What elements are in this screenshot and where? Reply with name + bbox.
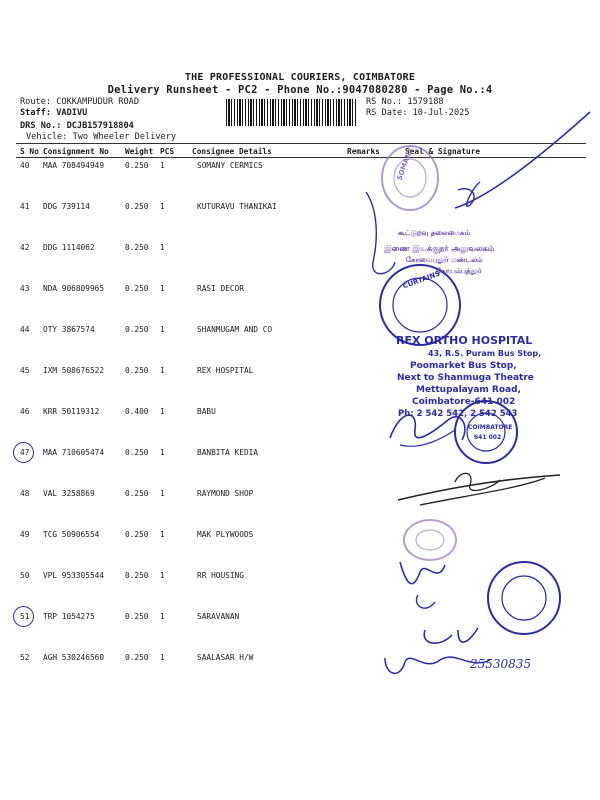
row-pcs: 1 [160,161,165,170]
runsheet-title: Delivery Runsheet - PC2 - Phone No.:9047080280 - Page No.:4 [107,84,493,96]
row-pcs: 1 [160,202,165,211]
table-row [0,202,600,216]
row-pcs: 1 [160,612,165,621]
row-consignee: BANBITA KEDIA [197,448,259,457]
row-consignment-no: VAL 3258869 [43,489,95,498]
row-consignment-no: OTY 3867574 [43,325,95,334]
row-weight: 0.250 [125,448,149,457]
row-consignee: SARAVANAN [197,612,240,621]
row-pcs: 1 [160,325,165,334]
row-weight: 0.250 [125,530,149,539]
row-consignment-no: TCG 50906554 [43,530,100,539]
row-consignee: REX HOSPITAL [197,366,254,375]
staff-label: Staff: VADIVU [20,108,88,118]
rs-number: RS No.: 1579188 [366,97,444,107]
row-sno: 42 [20,243,30,252]
row-consignee: SHANMUGAM AND CO [197,325,273,334]
row-sno: 44 [20,325,30,334]
table-row [0,284,600,298]
row-consignment-no: MAA 710605474 [43,448,105,457]
row-weight: 0.250 [125,653,149,662]
route-label: Route: COKKAMPUDUR ROAD [20,97,139,107]
rex-stamp-line-5: Coimbatore-641 002 [412,397,516,407]
row-pcs: 1 [160,448,165,457]
row-sno: 52 [20,653,30,662]
row-weight: 0.250 [125,571,149,580]
coimbatore-stamp-text: COIMBATORE [468,424,513,431]
table-row [0,612,600,626]
header-rule-bottom [16,157,586,158]
row-sno: 49 [20,530,30,539]
col-consignee: Consignee Details [192,147,272,156]
tamil-stamp-line-4: கோயம்புத்தூர் [436,267,482,275]
col-consignment: Consignment No [43,147,109,156]
rs-date: RS Date: 10-Jul-2025 [366,108,470,118]
row-consignment-no: DDG 1114062 [43,243,95,252]
row-sno: 40 [20,161,30,170]
handwritten-number: 25530835 [470,657,532,671]
row-sno: 47 [20,448,30,457]
row-weight: 0.250 [125,284,149,293]
row-consignment-no: IXM 508676522 [43,366,105,375]
drs-number: DRS No.: DCJB157918804 [20,121,134,131]
row-consignee: MAK PLYWOODS [197,530,254,539]
col-weight: Weight [125,147,154,156]
row-weight: 0.250 [125,489,149,498]
tamil-stamp-line-1: கூட்டுறவு தலைமைகம் [398,229,471,237]
header-rule-top [16,143,586,144]
row-sno: 46 [20,407,30,416]
row-consignment-no: TRP 1054275 [43,612,95,621]
row-sno: 50 [20,571,30,580]
col-remarks: Remarks [347,147,380,156]
row-sno: 48 [20,489,30,498]
vehicle-label: Vehicle: Two Wheeler Delivery [26,132,177,142]
row-consignee: SAALASAR H/W [197,653,254,662]
row-weight: 0.250 [125,243,149,252]
row-weight: 0.250 [125,202,149,211]
row-pcs: 1 [160,284,165,293]
barcode [226,99,358,126]
table-row [0,571,600,585]
row-consignee: RASI DECOR [197,284,244,293]
row-sno: 51 [20,612,30,621]
tamil-stamp-line-3: கோவைபுதூர் மண்டலம் [406,256,483,264]
col-seal-signature: Seal & Signature [405,147,481,156]
table-row [0,530,600,544]
tamil-stamp-line-2: இணை இயக்குநர் அலுவலகம் [384,244,495,253]
row-weight: 0.250 [125,612,149,621]
row-consignment-no: KRR 50119312 [43,407,100,416]
row-pcs: 1 [160,489,165,498]
row-consignee: KUTURAVU THANIKAI [197,202,277,211]
row-pcs: 1 [160,653,165,662]
row-sno: 45 [20,366,30,375]
col-pcs: PCS [160,147,175,156]
row-pcs: 1 [160,366,165,375]
circle-mark-47 [13,442,34,463]
row-weight: 0.250 [125,366,149,375]
table-row [0,161,600,175]
row-consignee: RAYMOND SHOP [197,489,254,498]
col-sno: S No [20,147,39,156]
row-consignee: SOMANY CERMICS [197,161,263,170]
row-sno: 43 [20,284,30,293]
company-title: THE PROFESSIONAL COURIERS, COIMBATORE [184,72,416,83]
table-row [0,489,600,503]
rex-stamp-line-2: Poomarket Bus Stop, [410,361,517,371]
row-pcs: 1 [160,530,165,539]
rex-stamp-line-1: 43, R.S. Puram Bus Stop, [428,349,542,358]
row-weight: 0.400 [125,407,149,416]
row-consignment-no: MAA 708494949 [43,161,105,170]
coimbatore-stamp-pin: 641 002 [474,434,502,441]
row-weight: 0.250 [125,161,149,170]
row-sno: 41 [20,202,30,211]
table-row [0,243,600,257]
row-consignment-no: VPL 953305544 [43,571,105,580]
rex-hospital-stamp-name: REX ORTHO HOSPITAL [396,334,533,347]
rex-stamp-line-3: Next to Shanmuga Theatre [397,373,534,383]
row-consignment-no: NDA 906809965 [43,284,105,293]
curtains-stamp-text: CURTAINS [401,269,442,291]
rex-stamp-line-6: Ph: 2 542 542, 2 542 543 [398,409,518,419]
row-pcs: 1 [160,407,165,416]
rex-stamp-line-4: Mettupalayam Road, [416,385,521,395]
row-pcs: 1 [160,571,165,580]
row-consignee: RR HOUSING [197,571,244,580]
somany-stamp-text: SOMANY [395,146,415,182]
row-consignee: BABU [197,407,216,416]
table-row [0,448,600,462]
row-pcs: 1 [160,243,165,252]
row-weight: 0.250 [125,325,149,334]
row-consignment-no: AGH 530246560 [43,653,105,662]
circle-mark-51 [13,606,34,627]
row-consignment-no: DDG 739114 [43,202,90,211]
